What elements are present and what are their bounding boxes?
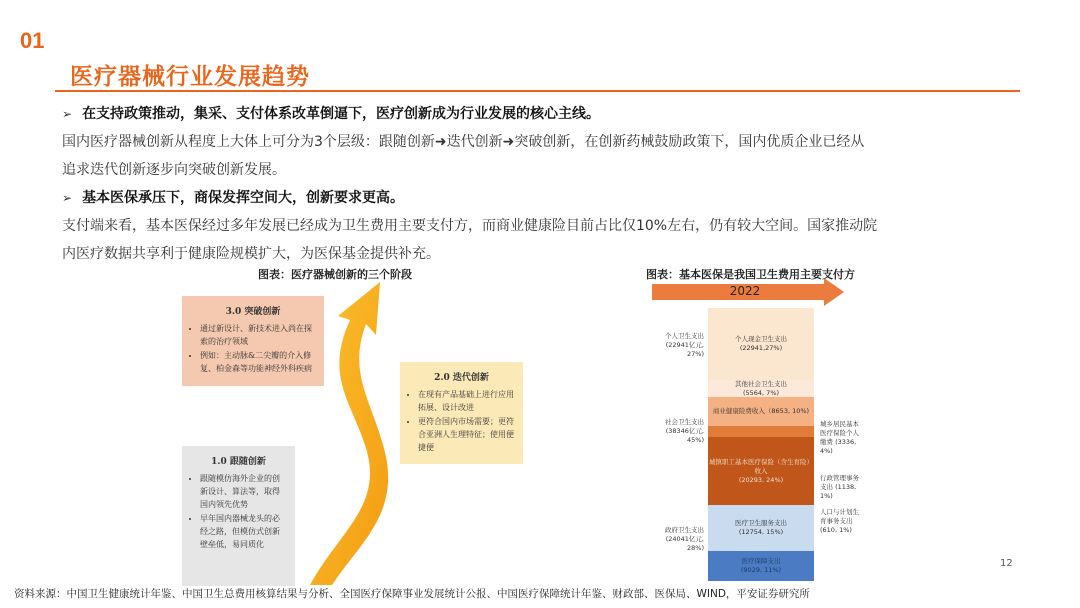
segment-basic-insurance: 城镇职工基本医疗保险（含生育险）收入 (20293, 24%) (708, 437, 814, 505)
label-personal-expenditure: 个人卫生支出 (22941亿元, 27%) (665, 332, 704, 358)
stage-1-box (182, 446, 295, 586)
segment-personal: 个人现金卫生支出 (22941,27%) (708, 308, 814, 380)
page-title: 医疗器械行业发展趋势 (70, 64, 310, 90)
label-population-expenditure: 人口与计划生育事务支出 (610, 1%) (820, 508, 859, 534)
segment-gov-health: 医疗卫生服务支出 (12754, 15%) (708, 505, 814, 551)
stage-1-heading: 1.0 跟随创新 (211, 457, 266, 467)
paragraph-line: 追求迭代创新逐步向突破创新发展。 (62, 162, 286, 178)
paragraph-line: 内医疗数据共享利于健康险规模扩大，为医保基金提供补充。 (62, 246, 440, 262)
section-number: 01 (20, 28, 45, 53)
bullet-arrow-icon: ➢ (62, 107, 73, 121)
bullet-arrow-icon: ➢ (62, 191, 73, 205)
bullet-heading-1-text: 在支持政策推动，集采、支付体系改革倒逼下，医疗创新成为行业发展的核心主线。 (82, 106, 601, 122)
stage-3-box (182, 296, 324, 386)
label-gov-expenditure: 政府卫生支出 (24041亿元, 28%) (665, 526, 704, 552)
segment-urban-rural (708, 426, 814, 437)
bullet-heading-2-text: 基本医保承压下，商保发挥空间大，创新要求更高。 (82, 190, 405, 206)
source-note: 资料来源：中国卫生健康统计年鉴、中国卫生总费用核算结果与分析、全国医疗保障事业发展统计公报、中国医疗保障统计年鉴、财政部、医保局、WIND，平安证券研究所 (14, 588, 810, 600)
segment-gov-security: 医疗保障支出 (9029, 11%) (708, 551, 814, 581)
segment-commercial: 商业健康险费收入（8653, 10%) (708, 397, 814, 426)
figure-left-title: 图表：医疗器械创新的三个阶段 (258, 268, 412, 281)
bullet-paragraph-1 (62, 128, 992, 184)
stage-1-item: • 跟随模仿海外企业的创新设计、算法等，取得国内领先优势 (200, 472, 287, 511)
stage-2-heading: 2.0 迭代创新 (434, 373, 489, 383)
bullet-heading-1 (62, 103, 600, 123)
stage-3-item: • 例如：主动脉&二尖瓣的介入修复、柏金森等功能神经外科疾病 (200, 349, 316, 375)
bullet-heading-2 (62, 187, 404, 207)
stage-3-heading: 3.0 突破创新 (225, 307, 281, 317)
paragraph-line: 支付端来看，基本医保经过多年发展已经成为卫生费用主要支付方，而商业健康险目前占比仅10%左右，仍有较大空间。国家推动院 (62, 218, 878, 234)
year-label: 2022 (729, 284, 761, 298)
segment-other-social: 其他社会卫生支出 (5564, 7%) (708, 380, 814, 397)
label-urban-rural-premium: 城乡居民基本医疗保险个人缴费 (3336, 4%) (820, 420, 859, 455)
stage-1-item: • 早年国内器械龙头的必经之路，但模仿式创新壁垒低，易同质化 (200, 512, 287, 551)
page-number: 12 (1000, 558, 1013, 569)
stage-2-item: • 更符合国内市场需要；更符合亚洲人生理特征；使用便捷便 (418, 415, 515, 454)
paragraph-line: 国内医疗器械创新从程度上大体上可分为3个层级：跟随创新➜迭代创新➜突破创新，在创新药械鼓励政策下，国内优质企业已经从 (62, 134, 865, 150)
stage-3-item: • 通过新设计、新技术进入尚在探索的治疗领域 (200, 322, 316, 348)
label-admin-expenditure: 行政管理事务支出 (1138, 1%) (820, 474, 859, 500)
label-social-expenditure: 社会卫生支出 (38346亿元, 45%) (665, 418, 704, 444)
title-divider (55, 90, 1020, 92)
stage-2-box (400, 362, 523, 464)
stage-2-item: • 在现有产品基础上进行应用拓展、设计改进 (418, 388, 515, 414)
bullet-paragraph-2 (62, 212, 992, 268)
figure-right-title: 图表：基本医保是我国卫生费用主要支付方 (646, 268, 855, 281)
